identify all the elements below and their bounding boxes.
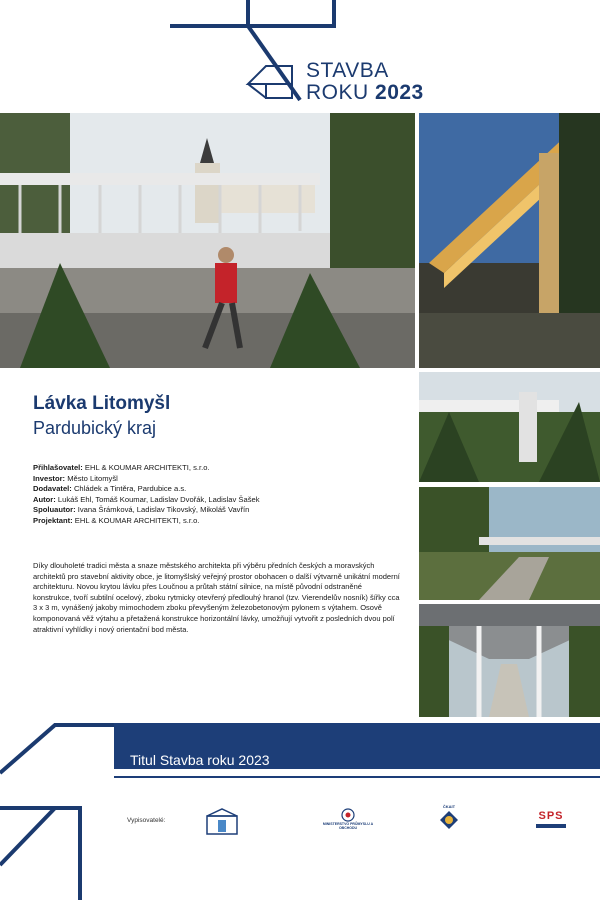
project-title: Lávka Litomyšl: [33, 393, 171, 414]
credit-label: Projektant:: [33, 515, 73, 525]
credit-label: Investor:: [33, 473, 66, 483]
credit-value: EHL & KOUMAR ARCHITEKTI, s.r.o.: [82, 463, 210, 472]
sps-logo-text: SPS: [538, 810, 564, 822]
brand-year: 2023: [375, 81, 424, 104]
sponsors-label: Vypisovatelé:: [127, 817, 166, 824]
cka-emblem: [438, 809, 460, 831]
credit-label: Přihlašovatel:: [33, 463, 83, 472]
sps-logo-bar: [536, 824, 566, 828]
credit-row: [33, 495, 413, 506]
brand-line-1: STAVBA: [306, 59, 389, 82]
credit-value: EHL & KOUMAR ARCHITEKTI, s.r.o.: [72, 515, 200, 525]
ministry-emblem: [338, 808, 358, 822]
brand-wordmark: [306, 60, 424, 104]
credit-row: [33, 474, 413, 485]
photo-park-path: [419, 487, 600, 600]
decorative-frame-top: [0, 0, 600, 115]
decorative-frame-bottom: [0, 715, 130, 900]
ministry-logo: [318, 808, 378, 834]
credit-row: [33, 484, 413, 495]
night-photo-footbridge: [419, 113, 600, 368]
project-region: Pardubický kraj: [33, 418, 157, 438]
award-banner-text: Titul Stavba roku 2023: [130, 752, 270, 768]
photo-bridge-elevation: [419, 372, 600, 482]
credit-label: Dodavatel:: [33, 484, 72, 494]
credits-list: [33, 463, 413, 527]
cka-logo: [436, 804, 462, 836]
credit-value: Město Litomyšl: [65, 473, 118, 483]
ngf-logo: [205, 808, 239, 836]
credit-value: Lukáš Ehl, Tomáš Koumar, Ladislav Dvořák, Ladislav Šašek: [55, 494, 260, 504]
cka-logo-caption: ČKAIT: [442, 804, 456, 809]
main-photo-footbridge: [0, 113, 415, 368]
credit-value: Chládek a Tintěra, Pardubice a.s.: [71, 484, 187, 494]
credit-value: Ivana Šrámková, Ladislav Tikovský, Mikoláš Vavřín: [75, 505, 250, 515]
stavba-roku-logo-mark: [244, 58, 300, 104]
ministry-logo-caption: MINISTERSTVO PRŮMYSLU A OBCHODU: [322, 822, 374, 830]
credit-label: Autor:: [33, 494, 56, 504]
brand-roku: ROKU: [306, 81, 376, 104]
photo-bridge-interior: [419, 604, 600, 717]
credit-row: [33, 463, 413, 474]
brand-line-2: [306, 82, 424, 104]
banner-underline: [114, 776, 600, 778]
credit-row: [33, 505, 413, 516]
credit-label: Spoluautor:: [33, 505, 76, 515]
sps-logo: [530, 810, 572, 836]
project-description: Díky dlouholeté tradici města a snaze městského architekta při výběru předních českých a moravských architektů pro stavební aktivity obce, je litomyšlský veřejný prostor obohacen o další výtvarně unikátní moderní architekturu. Novou krytou lávku přes Loučnou a průtah státní silnice, na místě původní odstraněné konstrukce, tvoří subtilní ocelový, zboku rytmicky otevřený předlouhý hranol (tzv. Vierendelův nosník) šířky cca 3 x 3 m, vynášený jakoby mimochodem zboku převyšeným železobetonovým pylonem s výtahem. Osově komponovaná věž výtahu a přetažená konstrukce horizontální lávky, umožňují vytvořit z posledních dvou polí atraktivní vyhlídky i nový orientační bod města.: [33, 561, 400, 634]
credit-row: [33, 516, 413, 527]
